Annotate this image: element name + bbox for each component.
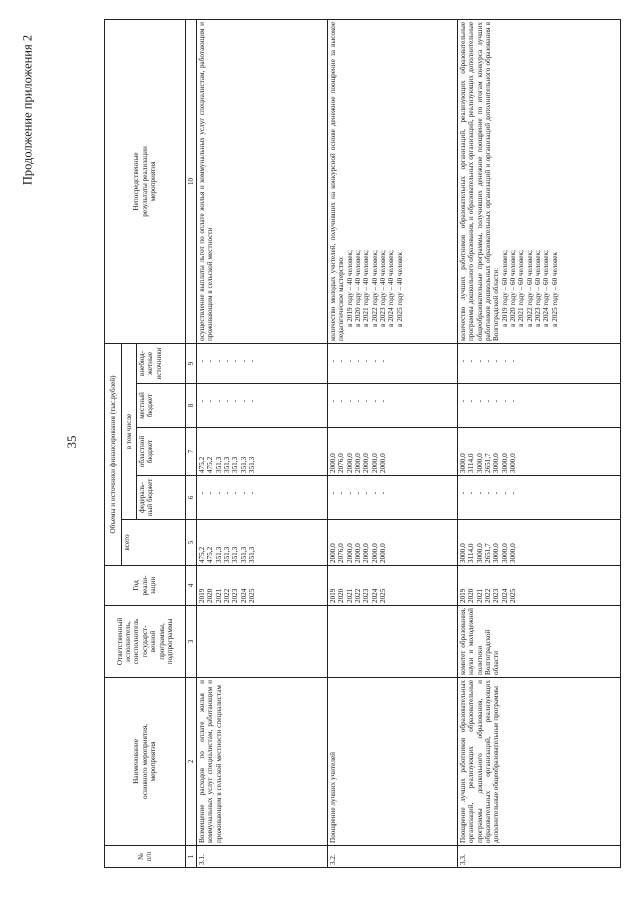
regional-value: 475,2	[198, 456, 206, 473]
year-value: 2020	[467, 588, 476, 603]
result-text: количество лучших работников образовательных организаций, реализующих образовательные программы дошкольного образования, и образовательных организаций, реализующих дополнительные общеобразовательные программы, получивших денежное поощрение по итогам конкурса лучших работников дошкольных образовательных организаций и организаций дополнительного образования в Волгоградской области:	[459, 21, 501, 341]
event-name-cell	[328, 678, 458, 846]
result-item: в 2021 году – 40 человек;	[362, 250, 371, 327]
header-num	[105, 846, 186, 868]
local-value-cell	[197, 384, 328, 428]
year-value: 2025	[248, 588, 257, 603]
total-value: 2000,0	[354, 543, 363, 563]
total-value: 2000,0	[379, 543, 388, 563]
local-value: -	[345, 400, 354, 403]
local-value: -	[484, 400, 493, 403]
extrabudget-value: -	[467, 359, 476, 363]
rotated-table-wrapper	[104, 20, 624, 868]
local-value: -	[509, 400, 518, 403]
year-value: 2019	[329, 588, 337, 603]
federal-value: -	[198, 492, 206, 495]
header-total	[122, 520, 186, 566]
year-value: 2022	[354, 588, 363, 603]
header-responsible-text: Ответственный исполнитель, соисполнитель государст- венной программы, подпрограммы	[115, 617, 174, 666]
regional-value: 2651,7	[484, 453, 493, 473]
extrabudget-value: -	[198, 359, 206, 363]
year-value: 2023	[362, 588, 371, 603]
header-total-text: всего	[123, 534, 131, 551]
col-number: 7	[186, 428, 197, 476]
federal-value: -	[370, 492, 379, 495]
total-value: 2000,0	[329, 543, 337, 563]
event-name: Поощрение лучших работников образовательных организаций, реализующих образовательные программы дошкольного образования, и образовательных организаций, реализующих дополнительные общеобразовательные программы	[459, 680, 501, 843]
year-value: 2021	[475, 588, 484, 603]
header-name	[105, 678, 186, 846]
header-regional	[137, 428, 186, 476]
regional-value: 351,3	[248, 456, 257, 473]
total-value: 3000,0	[475, 543, 484, 563]
extrabudget-value-cell	[197, 343, 328, 383]
program-table	[104, 19, 621, 868]
year-value: 2022	[484, 588, 493, 603]
responsible-executor: комитет образования, науки и молодежной политики Волгоградской области	[459, 608, 501, 675]
total-value: 3114,0	[467, 543, 476, 563]
header-num-text: № п/п	[136, 851, 153, 862]
local-value: -	[362, 400, 371, 403]
header-local-text: местный бюджет	[138, 392, 155, 419]
result-item: в 2020 году – 40 человек;	[354, 250, 363, 327]
federal-value-cell	[197, 476, 328, 520]
result-item: в 2022 году – 40 человек;	[370, 250, 379, 327]
extrabudget-value: -	[484, 359, 493, 363]
extrabudget-value: -	[370, 359, 379, 363]
col-number: 4	[186, 566, 197, 606]
extrabudget-value-cell	[328, 343, 458, 383]
result-cell	[328, 19, 458, 343]
local-value: -	[214, 400, 223, 403]
responsible-cell	[328, 606, 458, 678]
extrabudget-value: -	[500, 359, 509, 363]
regional-value: 475,2	[206, 456, 215, 473]
year-value: 2019	[459, 588, 467, 603]
local-value: -	[492, 400, 501, 403]
local-value: -	[329, 400, 337, 403]
result-cell	[197, 19, 328, 343]
col-number: 2	[186, 678, 197, 846]
col-number: 10	[186, 19, 197, 343]
year-value: 2021	[345, 588, 354, 603]
regional-value: 2000,0	[354, 453, 363, 473]
result-text: осуществление выплаты льгот по оплате жилья и коммунальных услуг специалистам, работающим и проживающим в сельской местности	[198, 21, 215, 341]
local-value: -	[370, 400, 379, 403]
header-including	[122, 343, 137, 519]
year-value-cell	[458, 566, 621, 606]
result-item: в 2025 году – 60 человек	[550, 252, 559, 327]
result-item: в 2023 году – 60 человек;	[534, 250, 543, 327]
col-number: 5	[186, 520, 197, 566]
federal-value: -	[500, 492, 509, 495]
column-number-row	[186, 19, 197, 867]
extrabudget-value: -	[329, 359, 337, 363]
total-value: 351,3	[239, 546, 248, 563]
year-value: 2024	[239, 588, 248, 603]
row-number: 3.3.	[459, 854, 467, 865]
local-value: -	[475, 400, 484, 403]
regional-value: 2076,0	[337, 453, 346, 473]
total-value: 2076,0	[337, 543, 346, 563]
result-item: в 2025 году – 40 человек	[395, 252, 404, 327]
local-value: -	[206, 400, 215, 403]
federal-value-cell	[328, 476, 458, 520]
extrabudget-value: -	[459, 359, 467, 363]
local-value-cell	[458, 384, 621, 428]
extrabudget-value-cell	[458, 343, 621, 383]
federal-value: -	[345, 492, 354, 495]
total-value: 3000,0	[500, 543, 509, 563]
regional-value: 351,3	[223, 456, 232, 473]
regional-value: 351,3	[239, 456, 248, 473]
federal-value-cell	[458, 476, 621, 520]
federal-value: -	[362, 492, 371, 495]
responsible-cell	[197, 606, 328, 678]
regional-value: 3000,0	[509, 453, 518, 473]
local-value: -	[379, 400, 388, 403]
total-value: 2651,7	[484, 543, 493, 563]
federal-value: -	[206, 492, 215, 495]
header-funding-text: Объемы и источники финансирования (тыс.рублей)	[108, 375, 117, 534]
table-row	[458, 19, 621, 867]
year-value: 2023	[492, 588, 501, 603]
federal-value: -	[214, 492, 223, 495]
federal-value: -	[354, 492, 363, 495]
header-year-text: Год реали- зации	[132, 575, 158, 596]
header-regional-text: областной бюджет	[138, 435, 155, 468]
federal-value: -	[467, 492, 476, 495]
total-value: 2000,0	[345, 543, 354, 563]
local-value: -	[248, 400, 257, 403]
year-value: 2022	[223, 588, 232, 603]
regional-value: 2000,0	[362, 453, 371, 473]
local-value: -	[337, 400, 346, 403]
total-value: 3000,0	[459, 543, 467, 563]
table-row	[328, 19, 458, 867]
total-value: 351,3	[223, 546, 232, 563]
header-federal-text: федераль- ный бюджет	[138, 478, 155, 517]
local-value: -	[500, 400, 509, 403]
year-value: 2024	[370, 588, 379, 603]
extrabudget-value: -	[214, 359, 223, 363]
regional-value: 351,3	[214, 456, 223, 473]
federal-value: -	[475, 492, 484, 495]
result-item: в 2022 году – 60 человек;	[525, 250, 534, 327]
total-value: 3000,0	[492, 543, 501, 563]
header-extrabudget	[137, 343, 186, 383]
federal-value: -	[223, 492, 232, 495]
year-value: 2020	[337, 588, 346, 603]
regional-value: 3114,0	[467, 453, 476, 473]
page-number: 35	[64, 435, 79, 449]
extrabudget-value: -	[239, 359, 248, 363]
local-value: -	[231, 400, 240, 403]
row-number: 3.1.	[198, 854, 206, 865]
regional-value: 351,3	[231, 456, 240, 473]
federal-value: -	[509, 492, 518, 495]
header-including-text: в том числе	[124, 413, 133, 450]
local-value: -	[354, 400, 363, 403]
extrabudget-value: -	[345, 359, 354, 363]
year-value: 2020	[206, 588, 215, 603]
row-number-cell	[197, 846, 328, 868]
extrabudget-value: -	[231, 359, 240, 363]
regional-value-cell	[458, 428, 621, 476]
federal-value: -	[379, 492, 388, 495]
regional-value: 2000,0	[379, 453, 388, 473]
local-value: -	[223, 400, 232, 403]
year-value: 2021	[214, 588, 223, 603]
total-value: 475,2	[198, 546, 206, 563]
result-item: в 2024 году – 60 человек;	[542, 250, 551, 327]
header-result	[105, 19, 186, 343]
total-value: 351,3	[231, 546, 240, 563]
header-result-text: Непосредственные результаты реализации мероприятия	[132, 146, 158, 217]
extrabudget-value: -	[354, 359, 363, 363]
federal-value: -	[484, 492, 493, 495]
header-responsible	[105, 606, 186, 678]
local-value: -	[459, 400, 467, 403]
local-value: -	[239, 400, 248, 403]
col-number: 1	[186, 846, 197, 868]
regional-value: 2000,0	[345, 453, 354, 473]
extrabudget-value: -	[337, 359, 346, 363]
total-value: 351,3	[248, 546, 257, 563]
row-number-cell	[458, 846, 621, 868]
result-item: в 2023 году – 40 человек;	[379, 250, 388, 327]
extrabudget-value: -	[379, 359, 388, 363]
year-value: 2024	[500, 588, 509, 603]
regional-value: 3000,0	[492, 453, 501, 473]
total-value-cell	[197, 520, 328, 566]
federal-value: -	[337, 492, 346, 495]
extrabudget-value: -	[362, 359, 371, 363]
extrabudget-value: -	[206, 359, 215, 363]
extrabudget-value: -	[509, 359, 518, 363]
year-value: 2025	[379, 588, 388, 603]
total-value: 2000,0	[370, 543, 379, 563]
event-name: Возмещение расходов по оплате жилья и коммунальных услуг специалистам, работающим и проживающим в сельской местности специалистам	[198, 680, 223, 843]
appendix-title: Продолжение приложения 2	[20, 34, 35, 186]
total-value: 3000,0	[509, 543, 518, 563]
event-name-cell	[197, 678, 328, 846]
year-value: 2025	[509, 588, 518, 603]
event-name-cell	[458, 678, 621, 846]
local-value: -	[198, 400, 206, 403]
federal-value: -	[459, 492, 467, 495]
result-item: в 2019 году – 40 человек;	[345, 250, 354, 327]
result-item: в 2019 году – 60 человек;	[500, 250, 509, 327]
year-value-cell	[328, 566, 458, 606]
regional-value: 3000,0	[475, 453, 484, 473]
regional-value: 2000,0	[329, 453, 337, 473]
federal-value: -	[492, 492, 501, 495]
regional-value: 3000,0	[500, 453, 509, 473]
event-name: Поощрение лучших учителей	[329, 752, 337, 843]
header-federal	[137, 476, 186, 520]
col-number: 9	[186, 343, 197, 383]
col-number: 3	[186, 606, 197, 678]
local-value-cell	[328, 384, 458, 428]
year-value: 2023	[231, 588, 240, 603]
regional-value: 3000,0	[459, 453, 467, 473]
result-cell	[458, 19, 621, 343]
col-number: 8	[186, 384, 197, 428]
federal-value: -	[248, 492, 257, 495]
regional-value-cell	[197, 428, 328, 476]
col-number: 6	[186, 476, 197, 520]
table-row	[197, 19, 328, 867]
header-year	[105, 566, 186, 606]
header-funding	[105, 343, 122, 565]
extrabudget-value: -	[248, 359, 257, 363]
regional-value-cell	[328, 428, 458, 476]
header-extrabudget-text: внебюд- жетные источники	[138, 347, 163, 380]
total-value-cell	[458, 520, 621, 566]
federal-value: -	[231, 492, 240, 495]
regional-value: 2000,0	[370, 453, 379, 473]
federal-value: -	[329, 492, 337, 495]
total-value: 351,3	[214, 546, 223, 563]
result-item: в 2020 году – 60 человек;	[509, 250, 518, 327]
total-value: 2000,0	[362, 543, 371, 563]
header-local	[137, 384, 186, 428]
result-text: количество молодых учителей, получивших на конкурсной основе денежное поощрение за высокое педагогическое мастерство:	[329, 21, 346, 341]
federal-value: -	[239, 492, 248, 495]
row-number-cell	[328, 846, 458, 868]
extrabudget-value: -	[475, 359, 484, 363]
extrabudget-value: -	[223, 359, 232, 363]
total-value-cell	[328, 520, 458, 566]
local-value: -	[467, 400, 476, 403]
result-item: в 2024 году – 40 человек;	[387, 250, 396, 327]
responsible-cell	[458, 606, 621, 678]
header-name-text: Наименование основного мероприятия, мероприятия	[132, 724, 158, 800]
year-value: 2019	[198, 588, 206, 603]
extrabudget-value: -	[492, 359, 501, 363]
row-number: 3.2.	[329, 854, 337, 865]
total-value: 475,2	[206, 546, 215, 563]
year-value-cell	[197, 566, 328, 606]
result-item: в 2021 году – 60 человек;	[517, 250, 526, 327]
